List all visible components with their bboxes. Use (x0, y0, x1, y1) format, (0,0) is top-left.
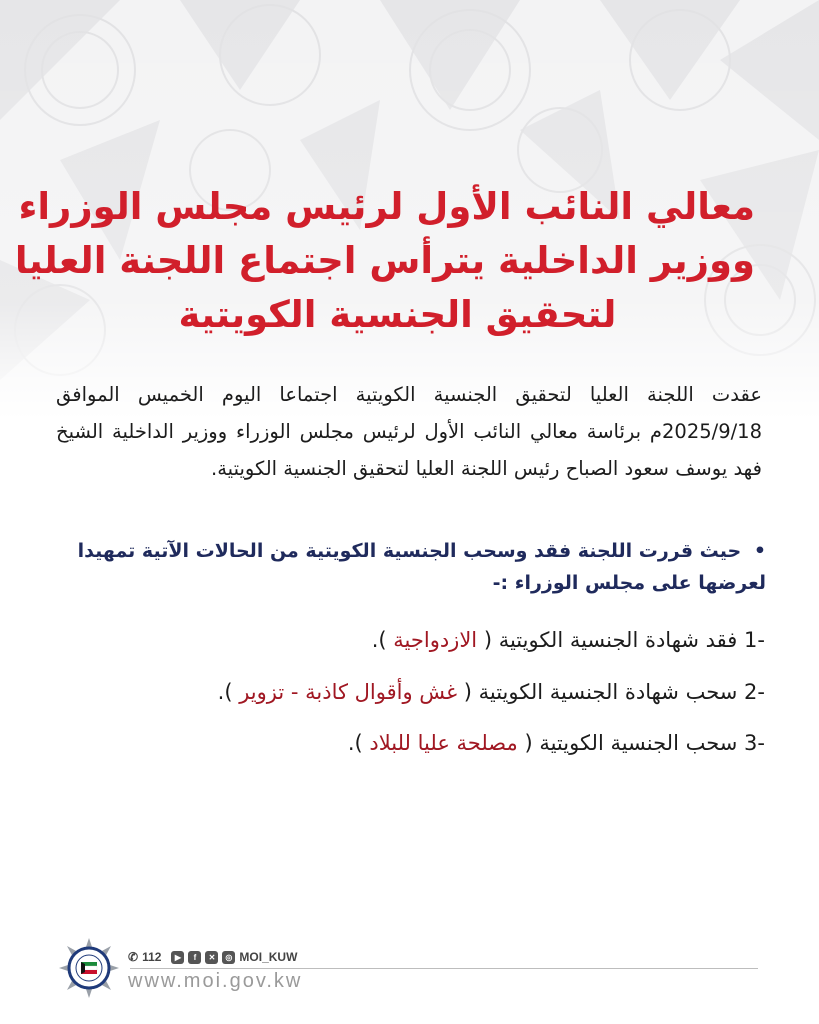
police-emblem-icon (58, 937, 120, 999)
list-item (65, 675, 765, 709)
x-icon[interactable]: ✕ (205, 951, 218, 964)
item-end: ). (217, 680, 233, 704)
item-end: ). (347, 731, 363, 755)
instagram-icon[interactable]: ◎ (222, 951, 235, 964)
lead-statement (56, 535, 766, 599)
item-highlight: غش وأقوال كاذبة - تزوير (239, 680, 458, 704)
headline-line-3: لتحقيق الجنسية الكويتية (178, 293, 617, 336)
bullet-glyph: • (753, 540, 766, 562)
item-text: سحب شهادة الجنسية الكويتية ( (463, 680, 738, 704)
website-link[interactable]: www.moi.gov.kw (128, 970, 303, 992)
footer-contacts (128, 948, 297, 966)
item-text: فقد شهادة الجنسية الكويتية ( (483, 628, 738, 652)
phone-icon: ✆ (128, 950, 139, 964)
item-text: سحب الجنسية الكويتية ( (524, 731, 738, 755)
headline (14, 180, 755, 342)
item-number: 3- (744, 731, 765, 755)
list-item (65, 726, 765, 760)
item-highlight: الازدواجية (393, 628, 478, 652)
list-item (65, 623, 765, 657)
item-number: 2- (744, 680, 765, 704)
item-highlight: مصلحة عليا للبلاد (369, 731, 518, 755)
item-number: 1- (744, 628, 765, 652)
body-paragraph: عقدت اللجنة العليا لتحقيق الجنسية الكويتية اجتماعا اليوم الخميس الموافق 2025/9/18م برئاسة معالي النائب الأول لرئيس مجلس الوزراء ووزير الداخلية الشيخ فهد يوسف سعود الصباح رئيس اللجنة العليا لتحقيق الجنسية الكويتية. (56, 383, 762, 480)
phone-number: 112 (142, 950, 162, 964)
social-handle[interactable]: MOI_KUW (239, 950, 298, 964)
item-end: ). (371, 628, 387, 652)
footer-divider (130, 968, 758, 969)
lead-text: حيث قررت اللجنة فقد وسحب الجنسية الكويتية من الحالات الآتية تمهيدا لعرضها على مجلس الوزراء :- (77, 540, 766, 594)
youtube-icon[interactable]: ▶ (171, 951, 184, 964)
facebook-icon[interactable]: f (188, 951, 201, 964)
headline-line-2: ووزير الداخلية يترأس اجتماع اللجنة العليا (14, 239, 755, 282)
headline-line-1: معالي النائب الأول لرئيس مجلس الوزراء (18, 185, 755, 228)
